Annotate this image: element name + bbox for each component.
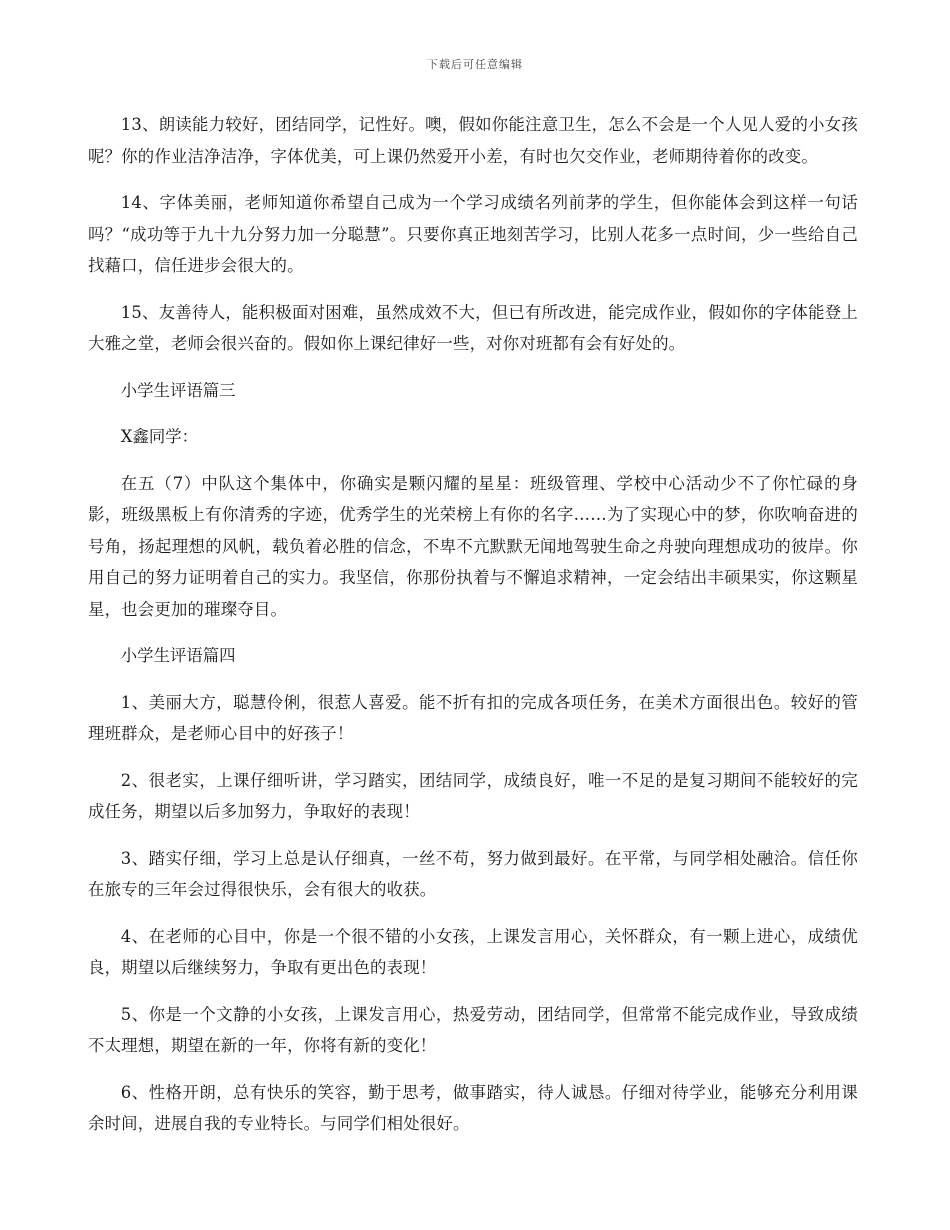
comment-14: 14、字体美丽，老师知道你希望自己成为一个学习成绩名列前茅的学生，但你能体会到这样一句话吗？“成功等于九十九分努力加一分聪慧”。只要你真正地刻苦学习，比别人花多一点时间，少一些给自己找藉口，信任进步会很大的。 — [88, 193, 858, 275]
comment-2: 2、很老实，上课仔细听讲，学习踏实，团结同学，成绩良好，唯一不足的是复习期间不能较好的完成任务，期望以后多加努力，争取好的表现！ — [88, 770, 858, 821]
comment-15: 15、友善待人，能积极面对困难，虽然成效不大，但已有所改进，能完成作业，假如你的字体能登上大雅之堂，老师会很兴奋的。假如你上课纪律好一些，对你对班都有会有好处的。 — [88, 302, 858, 353]
comment-6: 6、性格开朗，总有快乐的笑容，勤于思考，做事踏实，待人诚恳。仔细对待学业，能够充分利用课余时间，进展自我的专业特长。与同学们相处很好。 — [88, 1082, 858, 1133]
comment-3: 3、踏实仔细，学习上总是认仔细真，一丝不苟，努力做到最好。在平常，与同学相处融洽。信任你在旅专的三年会过得很快乐，会有很大的收获。 — [88, 848, 858, 899]
page-header: 下载后可任意编辑 — [427, 58, 523, 71]
comment-1: 1、美丽大方，聪慧伶俐，很惹人喜爱。能不折有扣的完成各项任务，在美术方面很出色。较好的管理班群众，是老师心目中的好孩子！ — [88, 692, 858, 743]
document-body — [88, 109, 858, 1155]
comment-5: 5、你是一个文静的小女孩，上课发言用心，热爱劳动，团结同学，但常常不能完成作业，导致成绩不太理想，期望在新的一年，你将有新的变化！ — [88, 1004, 858, 1055]
student-comment: 在五（7）中队这个集体中，你确实是颗闪耀的星星：班级管理、学校中心活动少不了你忙碌的身影，班级黑板上有你清秀的字迹，优秀学生的光荣榜上有你的名字……为了实现心中的梦，你吹响奋进的号角，扬起理想的风帆，载负着必胜的信念，不卑不亢默默无闻地驾驶生命之舟驶向理想成功的彼岸。你用自己的努力证明着自己的实力。我坚信，你那份执着与不懈追求精神，一定会结出丰硕果实，你这颗星星，也会更加的璀璨夺目。 — [88, 473, 858, 619]
section-heading-4: 小学生评语篇四 — [120, 646, 236, 665]
student-salutation: X鑫同学： — [120, 427, 199, 446]
section-heading-3: 小学生评语篇三 — [120, 380, 236, 400]
comment-13: 13、朗读能力较好，团结同学，记性好。噢，假如你能注意卫生，怎么不会是一个人见人爱的小女孩呢？你的作业洁净洁净，字体优美，可上课仍然爱开小差，有时也欠交作业，老师期待着你的改变。 — [88, 115, 858, 166]
comment-4: 4、在老师的心目中，你是一个很不错的小女孩，上课发言用心，关怀群众，有一颗上进心，成绩优良，期望以后继续努力，争取有更出色的表现！ — [88, 926, 858, 977]
